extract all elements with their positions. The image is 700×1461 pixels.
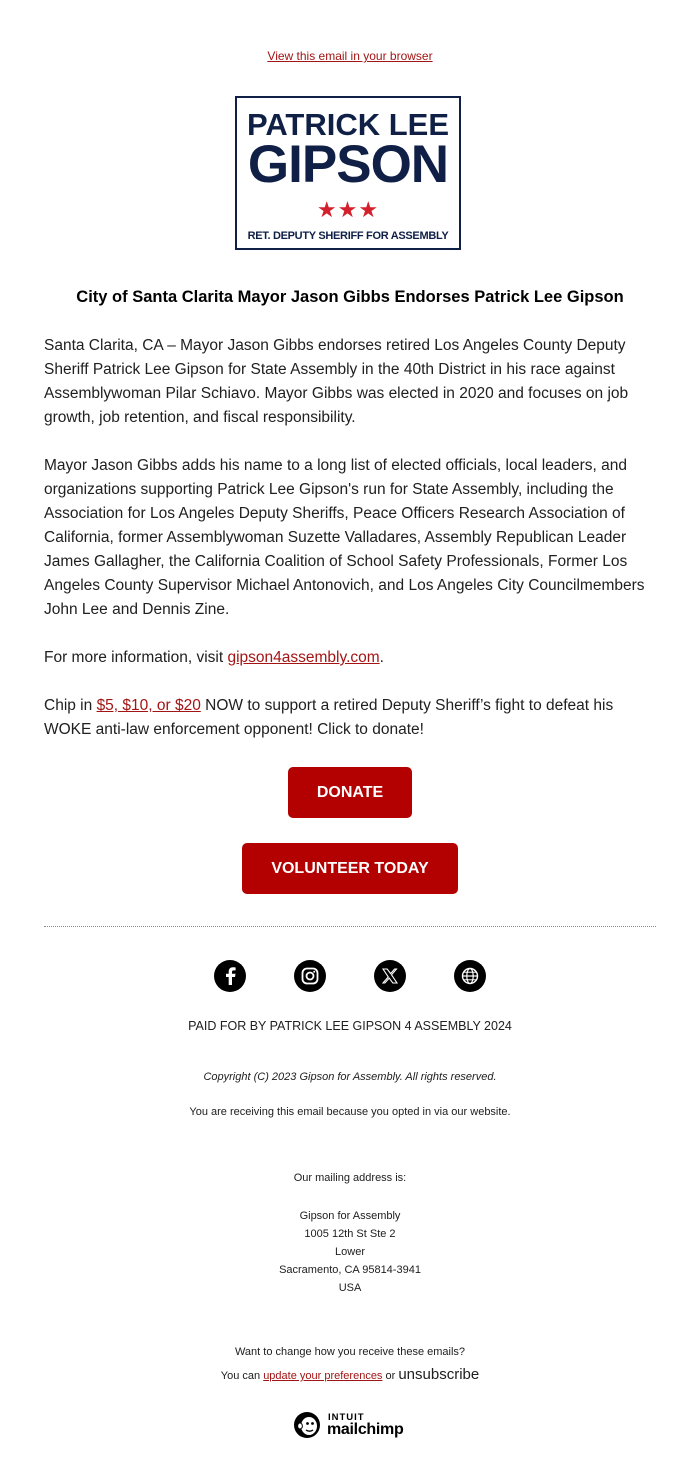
address-line3: Lower: [335, 1246, 365, 1258]
x-icon[interactable]: [374, 960, 406, 992]
logo-name-line2: GIPSON: [247, 135, 449, 194]
logo-name-line1: PATRICK LEE: [246, 107, 450, 142]
address-name: Gipson for Assembly: [299, 1210, 401, 1222]
mailchimp-freddie-icon: [292, 1410, 322, 1440]
more-info-prefix: For more information, visit: [44, 649, 228, 666]
article-paragraph-2: Mayor Jason Gibbs adds his name to a long list of elected officials, local leaders, and organizations supporting Patrick Lee Gipson's run for State Assembly, including the Association for Los Angeles Deputy Sheriffs, Peace Officers Research Association of California, former Assemblywoman Suzette Valladares, Assembly Republican Leader James Gallagher, the California Coalition of School Safety Professionals, Former Los Angeles County Supervisor Michael Antonovich, and Los Angeles City Councilmembers John Lee and Dennis Zine.: [44, 457, 645, 618]
prefs-middle: or: [382, 1370, 399, 1382]
campaign-logo: [235, 96, 461, 250]
facebook-icon[interactable]: [214, 960, 246, 992]
prefs-prefix: You can: [220, 1370, 264, 1382]
donate-button[interactable]: DONATE: [288, 767, 412, 818]
mailchimp-badge[interactable]: [292, 1409, 412, 1443]
copyright-text: Copyright (C) 2023 Gipson for Assembly. All rights reserved.: [203, 1071, 497, 1083]
paid-for-disclaimer: PAID FOR BY PATRICK LEE GIPSON 4 ASSEMBLY 2024: [188, 1019, 512, 1033]
divider: [44, 926, 656, 927]
logo-tagline: RET. DEPUTY SHERIFF FOR ASSEMBLY: [247, 230, 449, 242]
intuit-label: INTUIT: [328, 1412, 365, 1423]
more-info-paragraph: [44, 646, 656, 670]
address-city: Sacramento, CA 95814-3941: [279, 1264, 421, 1276]
receiving-reason: You are receiving this email because you opted in via our website.: [189, 1106, 511, 1118]
website-link[interactable]: gipson4assembly.com: [227, 649, 380, 666]
address-street: 1005 12th St Ste 2: [304, 1228, 396, 1240]
logo-stars-icon: ★★★: [316, 197, 380, 222]
update-preferences-link[interactable]: update your preferences: [263, 1370, 383, 1382]
volunteer-button[interactable]: VOLUNTEER TODAY: [242, 843, 458, 894]
chip-prefix: Chip in: [44, 697, 97, 714]
address-country: USA: [338, 1282, 362, 1294]
website-icon[interactable]: [454, 960, 486, 992]
unsubscribe-link[interactable]: unsubscribe: [398, 1366, 480, 1383]
article-paragraph-1: Santa Clarita, CA – Mayor Jason Gibbs endorses retired Los Angeles County Deputy Sheriff Patrick Lee Gipson for State Assembly in the 40th District in his race against Assemblywoman Pilar Schiavo. Mayor Gibbs was elected in 2020 and focuses on job growth, job retention, and fiscal responsibility.: [44, 337, 629, 426]
article-headline: City of Santa Clarita Mayor Jason Gibbs Endorses Patrick Lee Gipson: [76, 288, 624, 306]
mailing-address-label: Our mailing address is:: [293, 1172, 407, 1184]
view-in-browser-link[interactable]: View this email in your browser: [267, 49, 433, 63]
instagram-icon[interactable]: [294, 960, 326, 992]
change-prompt: Want to change how you receive these emails?: [234, 1346, 466, 1358]
mailchimp-label: mailchimp: [327, 1421, 404, 1438]
chip-amounts-link[interactable]: $5, $10, or $20: [96, 697, 201, 714]
chip-suffix: NOW to support a retired Deputy Sheriff’s fight to defeat his WOKE anti-law enforcement opponent! Click to donate!: [44, 697, 614, 738]
chip-in-paragraph: [44, 694, 656, 742]
preferences-line: [0, 1366, 700, 1383]
more-info-suffix: .: [379, 649, 384, 666]
